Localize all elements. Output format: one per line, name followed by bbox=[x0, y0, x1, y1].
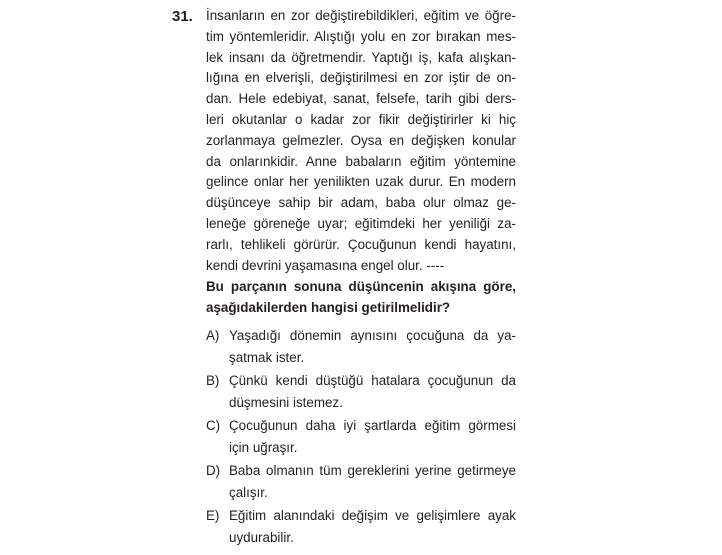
option-c[interactable] bbox=[206, 415, 516, 459]
paragraph-line: kendi devrini yaşamasına engel olur. ---- bbox=[206, 257, 445, 273]
question-stem bbox=[206, 276, 516, 318]
paragraph-line: zorlanmaya gelmezler. Oysa en değişken konular bbox=[206, 132, 516, 148]
option-d[interactable] bbox=[206, 460, 516, 504]
stem-line: Bu parçanın sonuna düşüncenin akışına göre, bbox=[206, 279, 516, 294]
paragraph-line: leneğe göreneğe uyar; eğitimdeki her yeniliği za- bbox=[206, 215, 516, 231]
paragraph-line: rarlı, tehlikeli görürür. Çocuğunun kendi hayatını, bbox=[206, 236, 516, 252]
option-text-line: çalışır. bbox=[229, 485, 268, 500]
paragraph-line: tim yöntemleridir. Alıştığı yolu en zor bırakan mes- bbox=[206, 28, 516, 44]
option-text-line: şatmak ister. bbox=[229, 350, 305, 365]
paragraph-line: düşünceye sahip bir adam, baba olur olmaz ge- bbox=[206, 195, 516, 211]
option-text-line: Yaşadığı dönemin aynısını çocuğuna da ya- bbox=[229, 328, 516, 343]
answer-options bbox=[206, 325, 516, 549]
option-letter: E) bbox=[206, 508, 220, 523]
option-text-line: Çocuğunun daha iyi şartlarda eğitim görmesi bbox=[229, 418, 516, 433]
paragraph-line: İnsanların en zor değiştirebildikleri, eğitim ve öğre- bbox=[206, 8, 516, 23]
option-text-line: Eğitim alanındaki değişim ve gelişimlere ayak bbox=[229, 508, 516, 523]
option-letter: A) bbox=[206, 328, 220, 343]
option-b[interactable] bbox=[206, 370, 516, 414]
paragraph-line: gelince onlar her yenilikten uzak durur. En modern bbox=[206, 174, 516, 190]
paragraph-line: da onlarınkidir. Anne babaların eğitim yöntemine bbox=[206, 153, 516, 169]
option-text-line: düşmesini istemez. bbox=[229, 395, 343, 410]
option-e[interactable] bbox=[206, 505, 516, 549]
question-number: 31. bbox=[172, 8, 193, 25]
stem-line: aşağıdakilerden hangisi getirilmelidir? bbox=[206, 300, 451, 315]
option-a[interactable] bbox=[206, 325, 516, 369]
option-text-line: için uğraşır. bbox=[229, 440, 298, 455]
paragraph-line: dan. Hele edebiyat, sanat, felsefe, tarih gibi ders- bbox=[206, 91, 516, 107]
option-text-line: Baba olmanın tüm gereklerini yerine getirmeye bbox=[229, 463, 516, 478]
option-text-line: Çünkü kendi düştüğü hatalara çocuğunun da bbox=[229, 373, 516, 388]
paragraph-line: leri okutanlar o kadar zor fikir değiştirirler ki hiç bbox=[206, 111, 516, 127]
option-letter: C) bbox=[206, 418, 221, 433]
option-text-line: uydurabilir. bbox=[229, 530, 294, 545]
paragraph-line: lığına en elverişli, değiştirilmesi en zor iştir de on- bbox=[206, 70, 516, 86]
question-paragraph bbox=[206, 6, 516, 276]
paragraph-line: lek insanı da öğretmendir. Yaptığı iş, kafa alışkan- bbox=[206, 49, 516, 65]
option-letter: B) bbox=[206, 373, 220, 388]
option-letter: D) bbox=[206, 463, 221, 478]
